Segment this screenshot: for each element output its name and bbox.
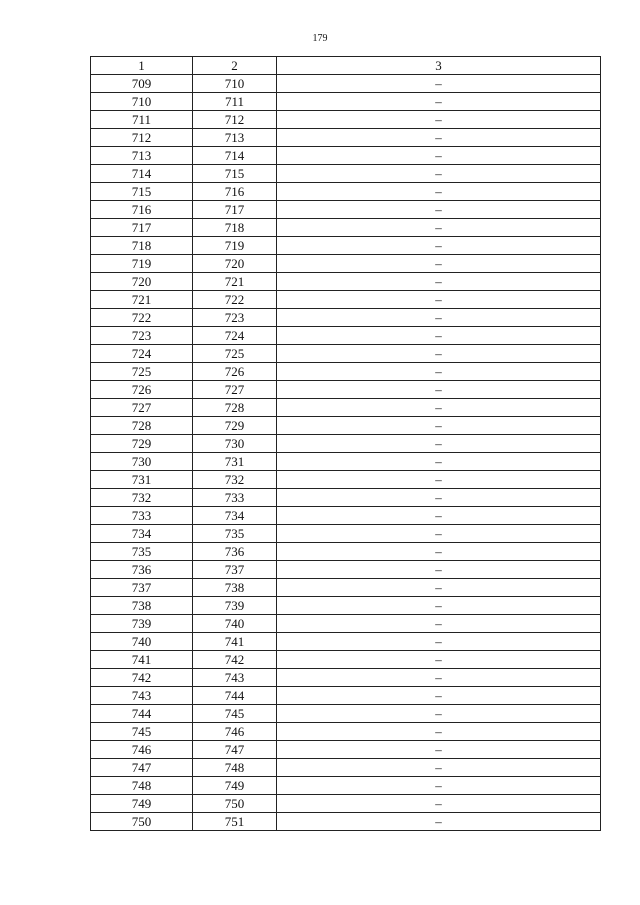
- table-row: [91, 543, 601, 561]
- table-cell: –: [277, 273, 601, 291]
- table-cell: –: [277, 381, 601, 399]
- table-cell: 738: [91, 597, 193, 615]
- table-cell: 729: [91, 435, 193, 453]
- table-cell: 749: [91, 795, 193, 813]
- table-cell: –: [277, 507, 601, 525]
- table-cell: –: [277, 489, 601, 507]
- table-cell: –: [277, 291, 601, 309]
- table-row: [91, 471, 601, 489]
- table-cell: 721: [193, 273, 277, 291]
- table-row: [91, 255, 601, 273]
- table-cell: 713: [193, 129, 277, 147]
- table-cell: 736: [193, 543, 277, 561]
- table-cell: 737: [91, 579, 193, 597]
- table-cell: –: [277, 147, 601, 165]
- data-table: [90, 56, 601, 831]
- table-row: [91, 237, 601, 255]
- table-cell: 728: [91, 417, 193, 435]
- table-cell: 710: [193, 75, 277, 93]
- table-row: [91, 291, 601, 309]
- table-cell: –: [277, 723, 601, 741]
- table-cell: 716: [91, 201, 193, 219]
- table-cell: –: [277, 471, 601, 489]
- table-cell: 729: [193, 417, 277, 435]
- table-row: [91, 201, 601, 219]
- table-row: [91, 75, 601, 93]
- table-row: [91, 165, 601, 183]
- table-cell: –: [277, 201, 601, 219]
- table-cell: 741: [193, 633, 277, 651]
- table-cell: 724: [193, 327, 277, 345]
- table-cell: 748: [193, 759, 277, 777]
- table-cell: 744: [91, 705, 193, 723]
- table-row: [91, 381, 601, 399]
- table-cell: 743: [193, 669, 277, 687]
- table-cell: 712: [91, 129, 193, 147]
- table-cell: 733: [91, 507, 193, 525]
- table-cell: –: [277, 75, 601, 93]
- table-row: [91, 489, 601, 507]
- table-row: [91, 633, 601, 651]
- table-cell: 742: [193, 651, 277, 669]
- table-row: [91, 345, 601, 363]
- table-cell: –: [277, 579, 601, 597]
- table-cell: –: [277, 327, 601, 345]
- table-row: [91, 579, 601, 597]
- table-cell: 750: [193, 795, 277, 813]
- table-cell: 739: [91, 615, 193, 633]
- table-cell: –: [277, 651, 601, 669]
- table-cell: 726: [193, 363, 277, 381]
- table-cell: –: [277, 399, 601, 417]
- table-cell: 747: [91, 759, 193, 777]
- table-cell: –: [277, 309, 601, 327]
- table-cell: –: [277, 453, 601, 471]
- table-cell: 717: [193, 201, 277, 219]
- table-cell: 714: [193, 147, 277, 165]
- table-row: [91, 363, 601, 381]
- table-row: [91, 525, 601, 543]
- table-row: [91, 669, 601, 687]
- table-cell: 751: [193, 813, 277, 831]
- table-cell: –: [277, 237, 601, 255]
- table-cell: –: [277, 111, 601, 129]
- table-cell: 725: [91, 363, 193, 381]
- table-cell: 715: [91, 183, 193, 201]
- table-header-row: [91, 57, 601, 75]
- table-row: [91, 435, 601, 453]
- table-cell: 741: [91, 651, 193, 669]
- table-cell: 727: [193, 381, 277, 399]
- table-cell: 714: [91, 165, 193, 183]
- table-cell: 730: [91, 453, 193, 471]
- table-cell: –: [277, 165, 601, 183]
- table-cell: 728: [193, 399, 277, 417]
- table-row: [91, 147, 601, 165]
- table-row: [91, 507, 601, 525]
- table-row: [91, 651, 601, 669]
- table-cell: 726: [91, 381, 193, 399]
- table-cell: –: [277, 777, 601, 795]
- table-cell: 731: [91, 471, 193, 489]
- table-row: [91, 597, 601, 615]
- table-cell: 720: [91, 273, 193, 291]
- table-row: [91, 219, 601, 237]
- table-cell: 735: [193, 525, 277, 543]
- table-row: [91, 93, 601, 111]
- table-cell: –: [277, 255, 601, 273]
- table-cell: 749: [193, 777, 277, 795]
- table-cell: 744: [193, 687, 277, 705]
- table-cell: 725: [193, 345, 277, 363]
- table-cell: 735: [91, 543, 193, 561]
- table-row: [91, 129, 601, 147]
- table-row: [91, 759, 601, 777]
- table-row: [91, 111, 601, 129]
- table-cell: –: [277, 687, 601, 705]
- table-cell: 748: [91, 777, 193, 795]
- table-cell: –: [277, 183, 601, 201]
- table-row: [91, 327, 601, 345]
- column-header: 2: [193, 57, 277, 75]
- table-cell: 711: [193, 93, 277, 111]
- table-cell: –: [277, 219, 601, 237]
- table-row: [91, 183, 601, 201]
- table-cell: 718: [91, 237, 193, 255]
- table-cell: –: [277, 435, 601, 453]
- table-cell: 731: [193, 453, 277, 471]
- table-row: [91, 561, 601, 579]
- table-cell: 719: [91, 255, 193, 273]
- table-body: [91, 75, 601, 831]
- table-cell: –: [277, 759, 601, 777]
- table-cell: 724: [91, 345, 193, 363]
- table-cell: –: [277, 417, 601, 435]
- table-cell: –: [277, 615, 601, 633]
- table-cell: –: [277, 633, 601, 651]
- table-row: [91, 399, 601, 417]
- table-cell: 722: [91, 309, 193, 327]
- table-row: [91, 273, 601, 291]
- table-cell: –: [277, 813, 601, 831]
- table-cell: –: [277, 597, 601, 615]
- table-cell: 742: [91, 669, 193, 687]
- table-cell: 740: [193, 615, 277, 633]
- table-cell: 710: [91, 93, 193, 111]
- table-cell: –: [277, 129, 601, 147]
- table-cell: 712: [193, 111, 277, 129]
- table-cell: 716: [193, 183, 277, 201]
- table-cell: 711: [91, 111, 193, 129]
- table-cell: 736: [91, 561, 193, 579]
- table-row: [91, 453, 601, 471]
- table-cell: 746: [193, 723, 277, 741]
- table-cell: –: [277, 561, 601, 579]
- page-number: 179: [312, 33, 328, 44]
- table-cell: 723: [193, 309, 277, 327]
- table-cell: 739: [193, 597, 277, 615]
- table-cell: 732: [91, 489, 193, 507]
- table-cell: 718: [193, 219, 277, 237]
- table-cell: –: [277, 525, 601, 543]
- table-cell: 746: [91, 741, 193, 759]
- table-cell: 733: [193, 489, 277, 507]
- table-cell: 745: [91, 723, 193, 741]
- table-cell: 734: [193, 507, 277, 525]
- table-cell: 713: [91, 147, 193, 165]
- table-row: [91, 813, 601, 831]
- table-cell: 719: [193, 237, 277, 255]
- table-cell: 740: [91, 633, 193, 651]
- column-header: 3: [277, 57, 601, 75]
- table-row: [91, 741, 601, 759]
- table-row: [91, 705, 601, 723]
- table-cell: 747: [193, 741, 277, 759]
- table-row: [91, 777, 601, 795]
- table-cell: 723: [91, 327, 193, 345]
- table-cell: –: [277, 741, 601, 759]
- table-cell: –: [277, 543, 601, 561]
- column-header: 1: [91, 57, 193, 75]
- table-row: [91, 417, 601, 435]
- table-cell: 722: [193, 291, 277, 309]
- table-row: [91, 795, 601, 813]
- table-cell: –: [277, 795, 601, 813]
- table-cell: 737: [193, 561, 277, 579]
- table-cell: 717: [91, 219, 193, 237]
- table-cell: 743: [91, 687, 193, 705]
- table-cell: 732: [193, 471, 277, 489]
- table-cell: 730: [193, 435, 277, 453]
- table-cell: 709: [91, 75, 193, 93]
- table-row: [91, 309, 601, 327]
- table-cell: 738: [193, 579, 277, 597]
- table-cell: –: [277, 669, 601, 687]
- table-cell: –: [277, 705, 601, 723]
- table-cell: 720: [193, 255, 277, 273]
- table-cell: 745: [193, 705, 277, 723]
- table-cell: 750: [91, 813, 193, 831]
- table-cell: 727: [91, 399, 193, 417]
- table-cell: –: [277, 93, 601, 111]
- table-cell: –: [277, 363, 601, 381]
- table-row: [91, 615, 601, 633]
- table-row: [91, 723, 601, 741]
- table-cell: 734: [91, 525, 193, 543]
- table-cell: 715: [193, 165, 277, 183]
- table-cell: 721: [91, 291, 193, 309]
- table-cell: –: [277, 345, 601, 363]
- table-row: [91, 687, 601, 705]
